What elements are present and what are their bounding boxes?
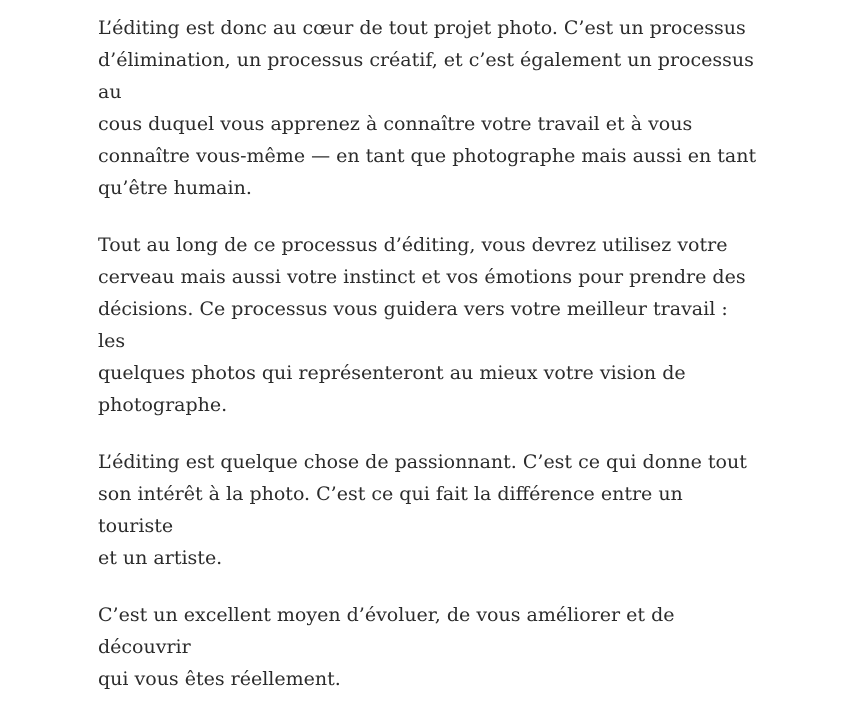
paragraph-3: L’éditing est quelque chose de passionnant. C’est ce qui donne tout son intérêt à la photo. C’est ce qui fait la différence entre un touriste et un artiste. xyxy=(98,451,747,569)
paragraph-2: Tout au long de ce processus d’éditing, vous devrez utilisez votre cerveau mais aussi votre instinct et vos émotions pour prendre des décisions. Ce processus vous guidera vers votre meilleur travail : les quelques photos qui représenteront au mieux votre vision de photographe. xyxy=(98,234,746,416)
paragraph-1: L’éditing est donc au cœur de tout projet photo. C’est un processus d’élimination, un processus créatif, et c’est également un processus au cous duquel vous apprenez à connaître votre travail et à vous connaître vous-même — en tant que photographe mais aussi en tant qu’être humain. xyxy=(98,17,757,199)
article-body xyxy=(98,12,758,720)
paragraph-4: C’est un excellent moyen d’évoluer, de vous améliorer et de découvrir qui vous êtes réellement. xyxy=(98,604,675,690)
